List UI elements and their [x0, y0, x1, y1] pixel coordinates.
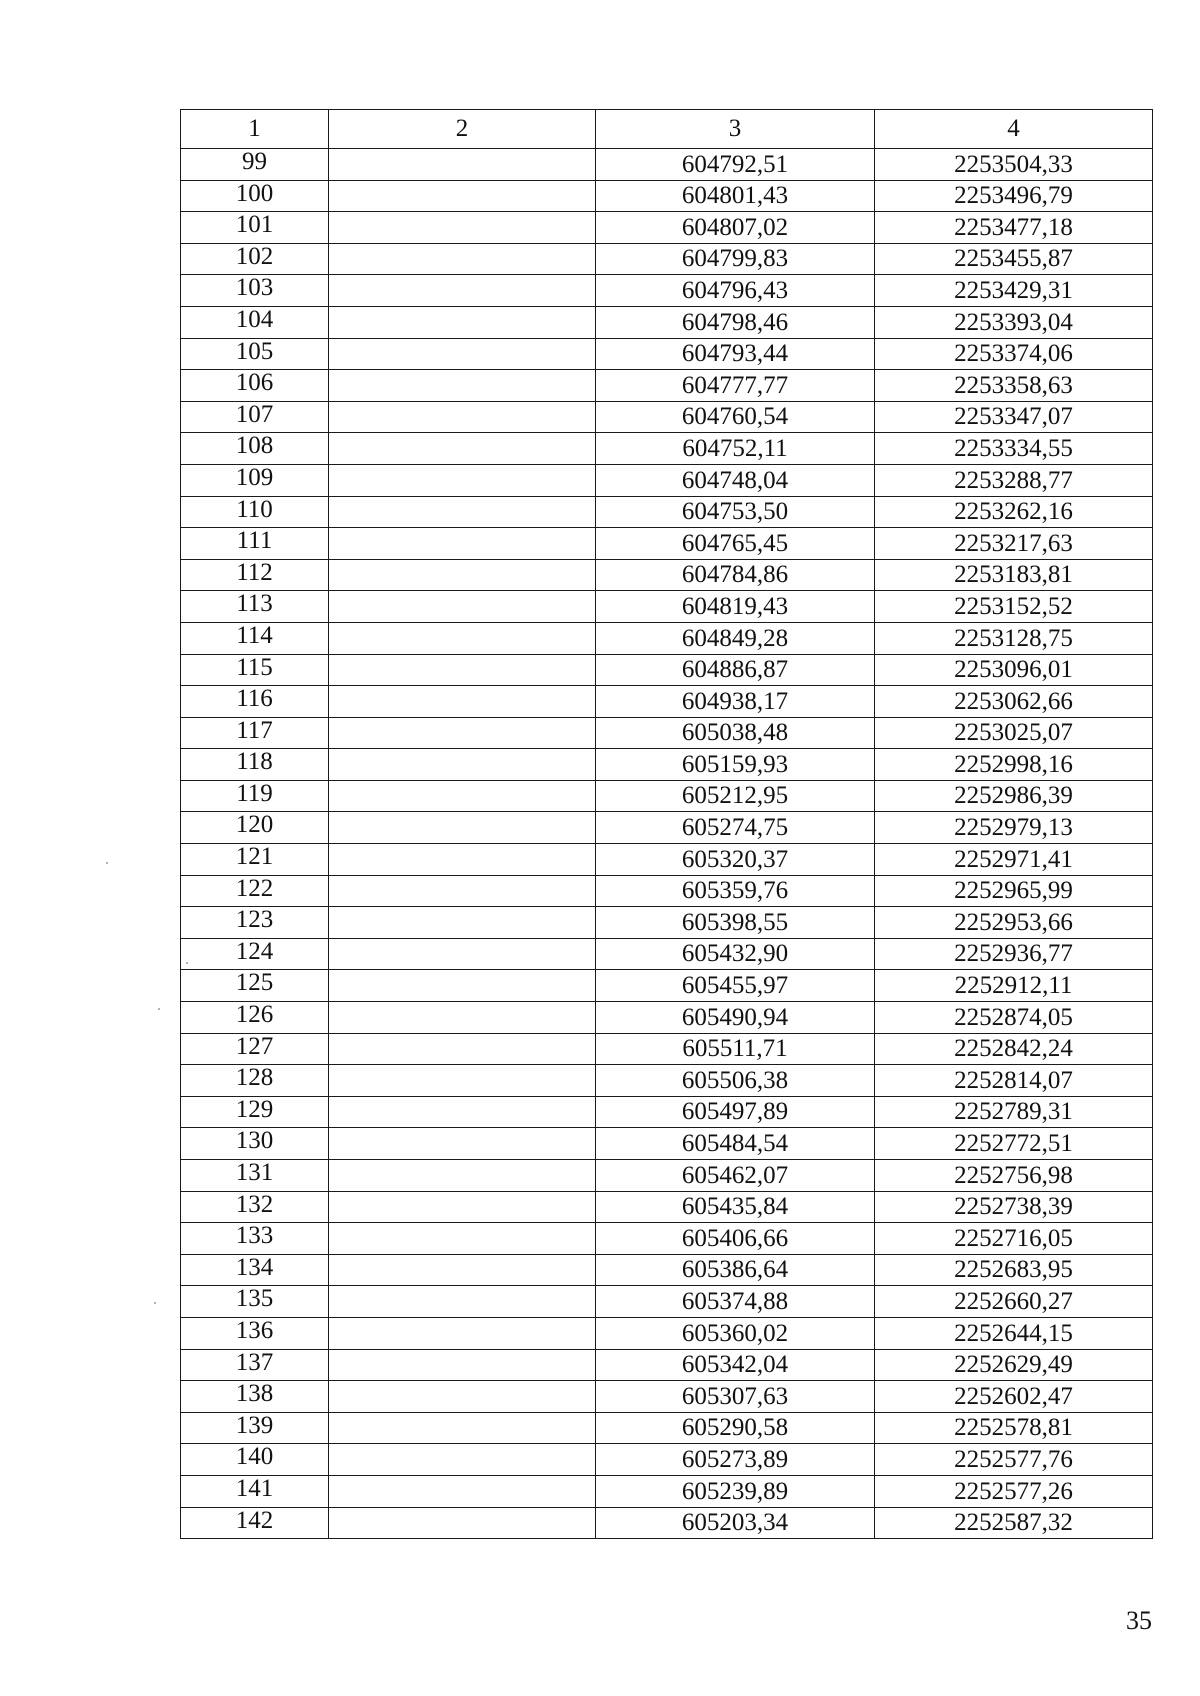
x-coordinate-cell: 604792,51: [596, 149, 875, 181]
x-coordinate-cell: 604886,87: [596, 654, 875, 686]
header-cell-1: 1: [181, 110, 329, 149]
column-2-cell: [329, 180, 596, 212]
row-number-cell: 103: [181, 275, 329, 307]
table-header: [181, 110, 1153, 149]
x-coordinate-cell: 604819,43: [596, 591, 875, 623]
row-number-cell: 135: [181, 1286, 329, 1318]
x-coordinate-cell: 604753,50: [596, 496, 875, 528]
x-coordinate-cell: 605320,37: [596, 844, 875, 876]
column-2-cell: [329, 370, 596, 402]
column-2-cell: [329, 1381, 596, 1413]
row-number-cell: 129: [181, 1096, 329, 1128]
y-coordinate-cell: 2253025,07: [875, 717, 1153, 749]
row-number-cell: 139: [181, 1412, 329, 1444]
y-coordinate-cell: 2253128,75: [875, 622, 1153, 654]
page-number: 35: [1126, 1606, 1152, 1635]
row-number-cell: 100: [181, 180, 329, 212]
table-row: [181, 717, 1153, 749]
column-2-cell: [329, 907, 596, 939]
column-2-cell: [329, 1475, 596, 1507]
column-2-cell: [329, 1444, 596, 1476]
table-row: [181, 938, 1153, 970]
y-coordinate-cell: 2252842,24: [875, 1033, 1153, 1065]
row-number-cell: 111: [181, 528, 329, 560]
row-number-cell: 113: [181, 591, 329, 623]
y-coordinate-cell: 2252756,98: [875, 1160, 1153, 1192]
y-coordinate-cell: 2252953,66: [875, 907, 1153, 939]
x-coordinate-cell: 604752,11: [596, 433, 875, 465]
table-row: [181, 875, 1153, 907]
column-2-cell: [329, 938, 596, 970]
column-2-cell: [329, 1507, 596, 1539]
table-row: [181, 496, 1153, 528]
column-2-cell: [329, 338, 596, 370]
x-coordinate-cell: 605374,88: [596, 1286, 875, 1318]
table-row: [181, 1128, 1153, 1160]
y-coordinate-cell: 2252979,13: [875, 812, 1153, 844]
table-row: [181, 1002, 1153, 1034]
y-coordinate-cell: 2252971,41: [875, 844, 1153, 876]
table-row: [181, 401, 1153, 433]
x-coordinate-cell: 605307,63: [596, 1381, 875, 1413]
y-coordinate-cell: 2252578,81: [875, 1412, 1153, 1444]
table-row: [181, 1444, 1153, 1476]
x-coordinate-cell: 605432,90: [596, 938, 875, 970]
column-2-cell: [329, 1096, 596, 1128]
row-number-cell: 131: [181, 1160, 329, 1192]
row-number-cell: 101: [181, 212, 329, 244]
x-coordinate-cell: 605159,93: [596, 749, 875, 781]
row-number-cell: 134: [181, 1254, 329, 1286]
y-coordinate-cell: 2253262,16: [875, 496, 1153, 528]
column-2-cell: [329, 1254, 596, 1286]
y-coordinate-cell: 2252874,05: [875, 1002, 1153, 1034]
y-coordinate-cell: 2253393,04: [875, 306, 1153, 338]
y-coordinate-cell: 2252644,15: [875, 1317, 1153, 1349]
table-row: [181, 1254, 1153, 1286]
x-coordinate-cell: 605274,75: [596, 812, 875, 844]
table-row: [181, 1317, 1153, 1349]
row-number-cell: 142: [181, 1507, 329, 1539]
row-number-cell: 99: [181, 149, 329, 181]
column-2-cell: [329, 528, 596, 560]
column-2-cell: [329, 433, 596, 465]
scan-speck: [154, 1302, 156, 1304]
table-row: [181, 1507, 1153, 1539]
coordinates-table: [180, 109, 1153, 1539]
column-2-cell: [329, 780, 596, 812]
x-coordinate-cell: 604777,77: [596, 370, 875, 402]
column-2-cell: [329, 970, 596, 1002]
column-2-cell: [329, 243, 596, 275]
x-coordinate-cell: 605038,48: [596, 717, 875, 749]
column-2-cell: [329, 844, 596, 876]
row-number-cell: 126: [181, 1002, 329, 1034]
x-coordinate-cell: 604793,44: [596, 338, 875, 370]
y-coordinate-cell: 2252660,27: [875, 1286, 1153, 1318]
y-coordinate-cell: 2253096,01: [875, 654, 1153, 686]
column-2-cell: [329, 1160, 596, 1192]
x-coordinate-cell: 605435,84: [596, 1191, 875, 1223]
row-number-cell: 104: [181, 306, 329, 338]
table-row: [181, 591, 1153, 623]
x-coordinate-cell: 605398,55: [596, 907, 875, 939]
column-2-cell: [329, 1349, 596, 1381]
column-2-cell: [329, 401, 596, 433]
table-row: [181, 212, 1153, 244]
y-coordinate-cell: 2252577,76: [875, 1444, 1153, 1476]
y-coordinate-cell: 2252738,39: [875, 1191, 1153, 1223]
table-row: [181, 844, 1153, 876]
x-coordinate-cell: 605462,07: [596, 1160, 875, 1192]
x-coordinate-cell: 605386,64: [596, 1254, 875, 1286]
y-coordinate-cell: 2252986,39: [875, 780, 1153, 812]
row-number-cell: 141: [181, 1475, 329, 1507]
y-coordinate-cell: 2253455,87: [875, 243, 1153, 275]
header-cell-4: 4: [875, 110, 1153, 149]
x-coordinate-cell: 605455,97: [596, 970, 875, 1002]
row-number-cell: 140: [181, 1444, 329, 1476]
y-coordinate-cell: 2252577,26: [875, 1475, 1153, 1507]
table-row: [181, 1191, 1153, 1223]
table-row: [181, 1065, 1153, 1097]
column-2-cell: [329, 1128, 596, 1160]
column-2-cell: [329, 1002, 596, 1034]
column-2-cell: [329, 717, 596, 749]
x-coordinate-cell: 605203,34: [596, 1507, 875, 1539]
x-coordinate-cell: 604849,28: [596, 622, 875, 654]
x-coordinate-cell: 605212,95: [596, 780, 875, 812]
table-body: [181, 149, 1153, 1539]
table-row: [181, 907, 1153, 939]
y-coordinate-cell: 2252772,51: [875, 1128, 1153, 1160]
row-number-cell: 127: [181, 1033, 329, 1065]
row-number-cell: 128: [181, 1065, 329, 1097]
table-row: [181, 1096, 1153, 1128]
row-number-cell: 130: [181, 1128, 329, 1160]
y-coordinate-cell: 2253429,31: [875, 275, 1153, 307]
y-coordinate-cell: 2253334,55: [875, 433, 1153, 465]
column-2-cell: [329, 496, 596, 528]
column-2-cell: [329, 212, 596, 244]
row-number-cell: 119: [181, 780, 329, 812]
column-2-cell: [329, 306, 596, 338]
column-2-cell: [329, 875, 596, 907]
column-2-cell: [329, 686, 596, 718]
row-number-cell: 116: [181, 686, 329, 718]
x-coordinate-cell: 605511,71: [596, 1033, 875, 1065]
column-2-cell: [329, 654, 596, 686]
column-2-cell: [329, 1223, 596, 1255]
table-row: [181, 812, 1153, 844]
column-2-cell: [329, 275, 596, 307]
column-2-cell: [329, 149, 596, 181]
table-row: [181, 1475, 1153, 1507]
row-number-cell: 115: [181, 654, 329, 686]
table-row: [181, 749, 1153, 781]
x-coordinate-cell: 605342,04: [596, 1349, 875, 1381]
table-row: [181, 370, 1153, 402]
x-coordinate-cell: 605497,89: [596, 1096, 875, 1128]
row-number-cell: 109: [181, 464, 329, 496]
x-coordinate-cell: 605506,38: [596, 1065, 875, 1097]
row-number-cell: 114: [181, 622, 329, 654]
table-row: [181, 180, 1153, 212]
row-number-cell: 123: [181, 907, 329, 939]
row-number-cell: 106: [181, 370, 329, 402]
table-row: [181, 464, 1153, 496]
row-number-cell: 136: [181, 1317, 329, 1349]
table-row: [181, 528, 1153, 560]
table-row: [181, 970, 1153, 1002]
row-number-cell: 102: [181, 243, 329, 275]
row-number-cell: 133: [181, 1223, 329, 1255]
y-coordinate-cell: 2252629,49: [875, 1349, 1153, 1381]
y-coordinate-cell: 2253504,33: [875, 149, 1153, 181]
column-2-cell: [329, 1286, 596, 1318]
table-row: [181, 1381, 1153, 1413]
header-cell-3: 3: [596, 110, 875, 149]
x-coordinate-cell: 604748,04: [596, 464, 875, 496]
x-coordinate-cell: 604801,43: [596, 180, 875, 212]
table-row: [181, 1286, 1153, 1318]
column-2-cell: [329, 1191, 596, 1223]
x-coordinate-cell: 604784,86: [596, 559, 875, 591]
row-number-cell: 105: [181, 338, 329, 370]
table-row: [181, 780, 1153, 812]
y-coordinate-cell: 2253152,52: [875, 591, 1153, 623]
row-number-cell: 112: [181, 559, 329, 591]
table-row: [181, 1033, 1153, 1065]
column-2-cell: [329, 591, 596, 623]
row-number-cell: 124: [181, 938, 329, 970]
y-coordinate-cell: 2252998,16: [875, 749, 1153, 781]
y-coordinate-cell: 2253062,66: [875, 686, 1153, 718]
x-coordinate-cell: 604765,45: [596, 528, 875, 560]
row-number-cell: 118: [181, 749, 329, 781]
y-coordinate-cell: 2253477,18: [875, 212, 1153, 244]
x-coordinate-cell: 604938,17: [596, 686, 875, 718]
scan-speck: [106, 862, 108, 864]
y-coordinate-cell: 2252587,32: [875, 1507, 1153, 1539]
x-coordinate-cell: 605359,76: [596, 875, 875, 907]
table-row: [181, 1349, 1153, 1381]
x-coordinate-cell: 605484,54: [596, 1128, 875, 1160]
table-row: [181, 1160, 1153, 1192]
table-row: [181, 433, 1153, 465]
table-row: [181, 686, 1153, 718]
y-coordinate-cell: 2252602,47: [875, 1381, 1153, 1413]
row-number-cell: 132: [181, 1191, 329, 1223]
y-coordinate-cell: 2253496,79: [875, 180, 1153, 212]
y-coordinate-cell: 2252912,11: [875, 970, 1153, 1002]
y-coordinate-cell: 2252936,77: [875, 938, 1153, 970]
row-number-cell: 121: [181, 844, 329, 876]
table-row: [181, 559, 1153, 591]
table-row: [181, 622, 1153, 654]
y-coordinate-cell: 2252965,99: [875, 875, 1153, 907]
scan-speck: [158, 1008, 160, 1010]
table-row: [181, 275, 1153, 307]
y-coordinate-cell: 2252789,31: [875, 1096, 1153, 1128]
row-number-cell: 122: [181, 875, 329, 907]
x-coordinate-cell: 605406,66: [596, 1223, 875, 1255]
table-row: [181, 149, 1153, 181]
scan-speck: [186, 962, 188, 964]
y-coordinate-cell: 2253217,63: [875, 528, 1153, 560]
row-number-cell: 110: [181, 496, 329, 528]
x-coordinate-cell: 604799,83: [596, 243, 875, 275]
column-2-cell: [329, 1065, 596, 1097]
y-coordinate-cell: 2253183,81: [875, 559, 1153, 591]
x-coordinate-cell: 605360,02: [596, 1317, 875, 1349]
table-row: [181, 243, 1153, 275]
column-2-cell: [329, 1412, 596, 1444]
row-number-cell: 137: [181, 1349, 329, 1381]
table-row: [181, 654, 1153, 686]
header-cell-2: 2: [329, 110, 596, 149]
column-2-cell: [329, 1033, 596, 1065]
column-2-cell: [329, 749, 596, 781]
y-coordinate-cell: 2252716,05: [875, 1223, 1153, 1255]
column-2-cell: [329, 464, 596, 496]
row-number-cell: 120: [181, 812, 329, 844]
y-coordinate-cell: 2253288,77: [875, 464, 1153, 496]
row-number-cell: 117: [181, 717, 329, 749]
x-coordinate-cell: 604796,43: [596, 275, 875, 307]
table-row: [181, 306, 1153, 338]
x-coordinate-cell: 605290,58: [596, 1412, 875, 1444]
x-coordinate-cell: 605239,89: [596, 1475, 875, 1507]
y-coordinate-cell: 2253374,06: [875, 338, 1153, 370]
row-number-cell: 107: [181, 401, 329, 433]
y-coordinate-cell: 2253358,63: [875, 370, 1153, 402]
column-2-cell: [329, 812, 596, 844]
x-coordinate-cell: 605273,89: [596, 1444, 875, 1476]
table-row: [181, 1223, 1153, 1255]
y-coordinate-cell: 2252814,07: [875, 1065, 1153, 1097]
row-number-cell: 108: [181, 433, 329, 465]
table-row: [181, 1412, 1153, 1444]
table-row: [181, 338, 1153, 370]
row-number-cell: 125: [181, 970, 329, 1002]
x-coordinate-cell: 604760,54: [596, 401, 875, 433]
x-coordinate-cell: 605490,94: [596, 1002, 875, 1034]
row-number-cell: 138: [181, 1381, 329, 1413]
header-row: [181, 110, 1153, 149]
column-2-cell: [329, 1317, 596, 1349]
column-2-cell: [329, 559, 596, 591]
x-coordinate-cell: 604807,02: [596, 212, 875, 244]
y-coordinate-cell: 2252683,95: [875, 1254, 1153, 1286]
x-coordinate-cell: 604798,46: [596, 306, 875, 338]
y-coordinate-cell: 2253347,07: [875, 401, 1153, 433]
column-2-cell: [329, 622, 596, 654]
